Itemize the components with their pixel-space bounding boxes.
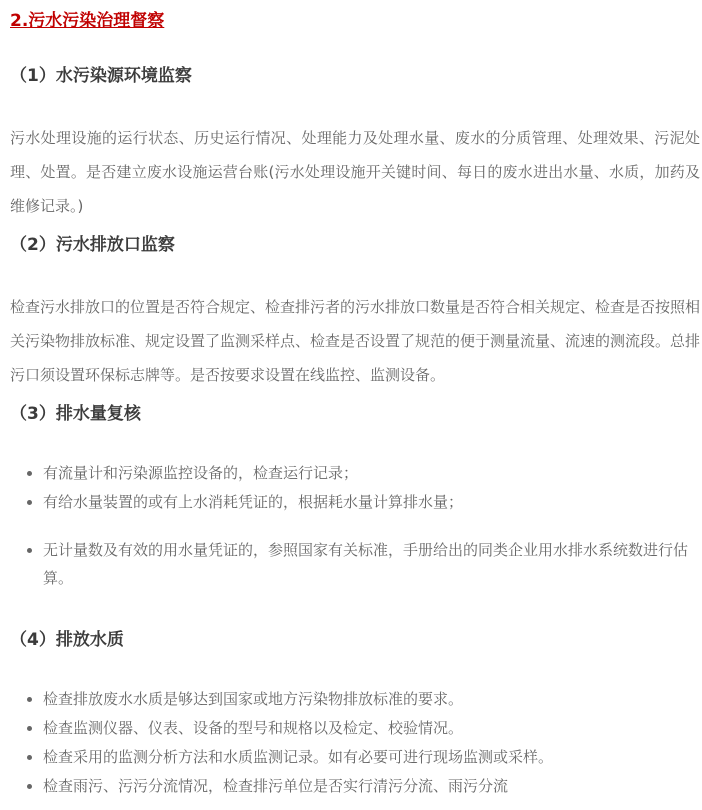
section-discharge-water-quality [10,628,700,800]
section-paragraph: 检查污水排放口的位置是否符合规定、检查排污者的污水排放口数量是否符合相关规定、检查是否按照相关污染物排放标准、规定设置了监测采样点、检查是否设置了规范的便于测量流量、流速的测流段。总排污口须设置环保标志牌等。是否按要求设置在线监控、监测设备。 [10,298,701,384]
section-heading: （4）排放水质 [10,630,124,650]
section-heading: （2）污水排放口监察 [10,235,175,255]
page-title: 2.污水污染治理督察 [10,11,165,31]
list-item: • 检查排放废水水质是够达到国家或地方污染物排放标准的要求。 [43,685,700,713]
section-sewage-outlet [10,233,700,392]
section-heading: （3）排水量复核 [10,404,141,424]
bullet-list [10,459,700,592]
section-drainage-volume-review [10,402,700,592]
list-item: • 检查采用的监测分析方法和水质监测记录。如有必要可进行现场监测或采样。 [43,743,700,771]
section-water-pollution-source [10,64,700,223]
bullet-list [10,685,700,800]
list-item: • 有流量计和污染源监控设备的，检查运行记录； [43,459,700,487]
article-body [0,10,702,800]
list-item: • 有给水量装置的或有上水消耗凭证的，根据耗水量计算排水量； [43,488,700,516]
section-heading: （1）水污染源环境监察 [10,66,192,86]
list-item: • 检查雨污、污污分流情况，检查排污单位是否实行清污分流、雨污分流 [43,772,700,800]
list-item: • 无计量数及有效的用水量凭证的，参照国家有关标准，手册给出的同类企业用水排水系统数进行估算。 [43,536,700,592]
list-item: • 检查监测仪器、仪表、设备的型号和规格以及检定、校验情况。 [43,714,700,742]
section-paragraph: 污水处理设施的运行状态、历史运行情况、处理能力及处理水量、废水的分质管理、处理效果、污泥处理、处置。是否建立废水设施运营台账(污水处理设施开关键时间、每日的废水进出水量、水质，加药及维修记录。) [10,129,700,215]
